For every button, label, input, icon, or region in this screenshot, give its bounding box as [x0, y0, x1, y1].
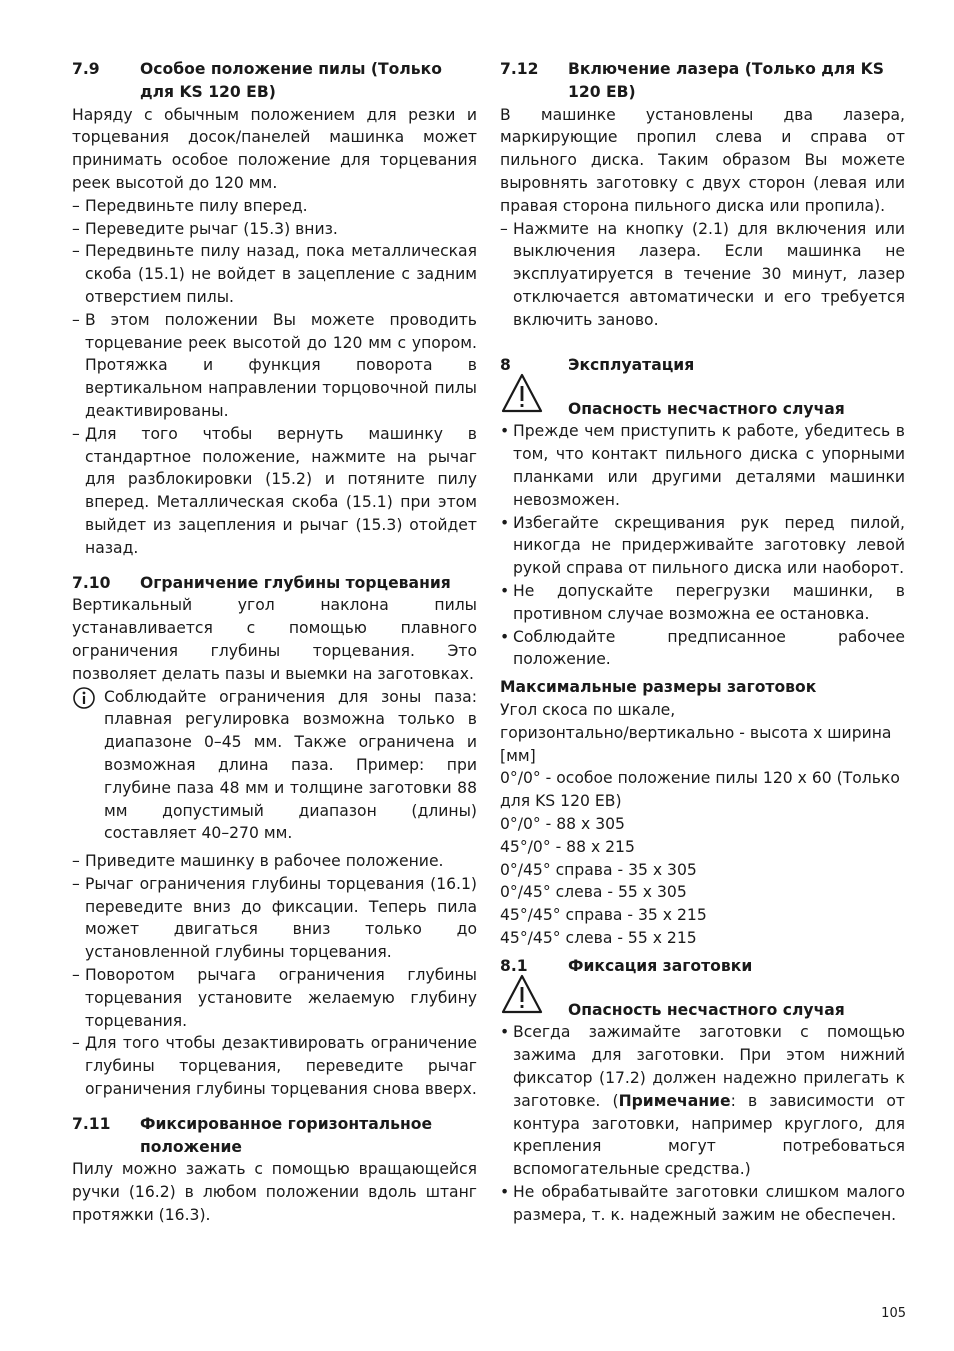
list-item: – Переведите рычаг (15.3) вниз.: [72, 219, 338, 238]
section-number: 8.1: [500, 956, 528, 975]
section-title: Фиксация заготовки: [568, 956, 753, 975]
right-column: [500, 58, 905, 1227]
list-item: – Передвиньте пилу назад, пока металлическая скоба (15.1) не войдет в зацепление с задним отверстием пилы.: [72, 242, 477, 306]
dimension-line: 0°/45° слева - 55 x 305: [500, 883, 687, 902]
page-number: 105: [881, 1306, 906, 1321]
section-title: Включение лазера (Только для KS 120 EB): [568, 60, 884, 101]
list-item: – Приведите машинку в рабочее положение.: [72, 852, 444, 871]
dimension-line: 45°/45° справа - 35 x 215: [500, 906, 707, 925]
info-note: [72, 686, 477, 846]
list-item: – Рычаг ограничения глубины торцевания (16.1) переведите вниз до фиксации. Теперь пила может двигаться вниз только до установленной глубины торцевания.: [72, 874, 477, 962]
list-item: – Передвиньте пилу вперед.: [72, 196, 308, 215]
dimension-line: 0°/45° справа - 35 x 305: [500, 860, 697, 879]
dimension-line: Угол скоса по шкале,: [500, 700, 676, 719]
warning-title: Опасность несчастного случая: [568, 1000, 845, 1019]
left-column: [72, 58, 477, 1227]
heading-7-12: [500, 58, 905, 104]
heading-7-10: [72, 572, 477, 595]
section-number: 7.9: [72, 60, 100, 78]
section-number: 7.11: [72, 1114, 111, 1133]
warning-block: [500, 376, 905, 420]
warning-block: [500, 977, 905, 1021]
heading-7-11: [72, 1113, 477, 1159]
paragraph: Наряду с обычным положением для резки и торцевания досок/панелей машинка может принимать особое положение для торцевания реек высотой до 120 мм.: [72, 105, 477, 192]
list-item: • Не обрабатывайте заготовки слишком малого размера, т. к. надежный зажим не обеспечен.: [500, 1183, 905, 1224]
dimension-line: 0°/0° - 88 x 305: [500, 814, 625, 833]
list-item: – В этом положении Вы можете проводить торцевание реек высотой до 120 мм с упором. Протяжка и функция поворота в вертикальном направлении торцовочной пилы деактивированы.: [72, 310, 477, 420]
info-icon: [72, 686, 104, 846]
list-item: • Соблюдайте предписанное рабочее положение.: [500, 627, 905, 669]
list-item: – Для того чтобы дезактивировать ограничение глубины торцевания, переведите рычаг ограничения глубины торцевания снова вверх.: [72, 1034, 477, 1099]
paragraph: В машинке установлены два лазера, маркирующие пропил слева и справа от пильного диска. Таким образом Вы можете выровнять заготовку с двух сторон (левая или правая сторона пильного диска или пропила).: [500, 105, 905, 215]
list-item: • Всегда зажимайте заготовки с помощью зажима для заготовки. При этом нижний фиксатор (17.2) должен надежно прилегать к заготовке. (Примечание: в зависимости от контура заготовки, например круглого, для крепления могут потребоваться вспомогательные средства.): [500, 1023, 906, 1179]
dimension-line: горизонтально/вертикально - высота х ширина [мм]: [500, 723, 892, 765]
section-title: Особое положение пилы (Только для KS 120 EB): [140, 60, 442, 101]
dimension-line: 0°/0° - особое положение пилы 120 x 60 (Только для KS 120 EB): [500, 769, 900, 811]
list-item: – Нажмите на кнопку (2.1) для включения или выключения лазера. Если машинка не эксплуатируется в течение 30 минут, лазер отключается автоматически и его требуется включить заново.: [500, 219, 905, 329]
list-item: – Для того чтобы вернуть машинку в стандартное положение, нажмите на рычаг для разблокировки (15.2) и потяните пилу вперед. Металлическая скоба (15.1) при этом выйдет из зацепления и рычаг (15.3) отойдет назад.: [72, 424, 477, 557]
paragraph: Пилу можно зажать с помощью вращающейся ручки (16.2) в любом положении вдоль штанг протяжки (16.3).: [72, 1160, 477, 1225]
section-title: Ограничение глубины торцевания: [140, 573, 451, 592]
heading-7-9: [72, 58, 477, 104]
list-item: • Прежде чем приступить к работе, убедитесь в том, что контакт пильного диска с упорными планками или другими деталями машинки невозможен.: [500, 422, 905, 509]
list-item: • Не допускайте перегрузки машинки, в противном случае возможна ее остановка.: [500, 581, 905, 623]
warning-title: Опасность несчастного случая: [568, 399, 845, 418]
warning-triangle-icon: [500, 973, 568, 1022]
section-number: 7.10: [72, 573, 111, 592]
warning-triangle-icon: [500, 372, 568, 421]
section-title: Фиксированное горизонтальное положение: [140, 1114, 433, 1156]
paragraph: Вертикальный угол наклона пилы устанавливается с помощью плавного ограничения глубины торцевания. Это позволяет делать пазы и выемки на заготовках.: [72, 596, 477, 683]
dimensions-heading: Максимальные размеры заготовок: [500, 678, 817, 697]
section-number: 7.12: [500, 60, 539, 78]
dimension-line: 45°/0° - 88 x 215: [500, 837, 635, 856]
list-item: • Избегайте скрещивания рук перед пилой, никогда не придерживайте заготовку левой рукой справа от пильного диска или наоборот.: [500, 513, 905, 578]
section-number: 8: [500, 355, 511, 374]
dimension-line: 45°/45° слева - 55 x 215: [500, 928, 697, 947]
list-item: – Поворотом рычага ограничения глубины торцевания установите желаемую глубину торцевания.: [72, 966, 477, 1030]
note-text: Соблюдайте ограничения для зоны паза: плавная регулировка возможна только в диапазоне 0–45 мм. Также ограничена и возможная длина паза. Пример: при глубине паза 48 мм и толщине заготовки 88 мм допустимый диапазон (длины) составляет 40–270 мм.: [104, 687, 477, 843]
section-title: Эксплуатация: [568, 355, 695, 374]
